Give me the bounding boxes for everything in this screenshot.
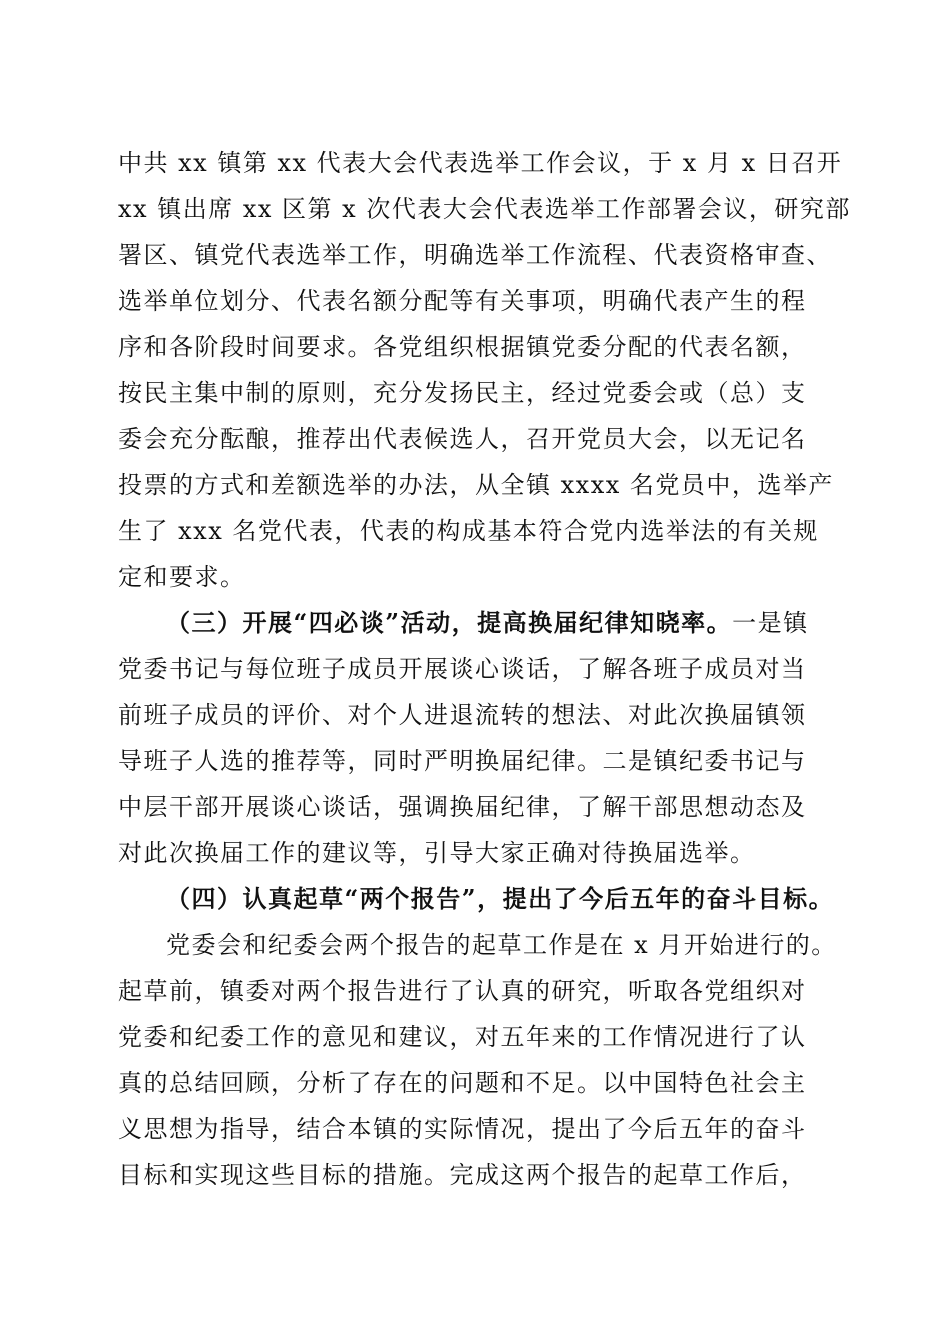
text-line: 党委和纪委工作的意见和建议，对五年来的工作情况进行了认	[118, 1023, 807, 1051]
text-line: 按民主集中制的原则，充分发扬民主，经过党委会或（总）支	[118, 379, 807, 407]
text-line: 党委会和纪委会两个报告的起草工作是在 x 月开始进行的。	[166, 931, 837, 959]
text-line: 定和要求。	[118, 563, 246, 591]
text-line: 义思想为指导，结合本镇的实际情况，提出了今后五年的奋斗	[118, 1115, 807, 1143]
text-line: 起草前，镇委对两个报告进行了认真的研究，听取各党组织对	[118, 977, 807, 1005]
text-line: 序和各阶段时间要求。各党组织根据镇党委分配的代表名额，	[118, 333, 807, 361]
section-3-text: 一是镇	[732, 609, 809, 637]
text-line: 党委书记与每位班子成员开展谈心谈话，了解各班子成员对当	[118, 655, 807, 683]
text-line: 前班子成员的评价、对个人进退流转的想法、对此次换届镇领	[118, 701, 807, 729]
text-line: 目标和实现这些目标的措施。完成这两个报告的起草工作后，	[118, 1161, 807, 1189]
text-line: 投票的方式和差额选举的办法，从全镇 xxxx 名党员中，选举产	[118, 471, 834, 499]
section-4-heading: （四）认真起草“两个报告”，提出了今后五年的奋斗目标。	[166, 884, 835, 913]
text-line: 中层干部开展谈心谈话，强调换届纪律，了解干部思想动态及	[118, 793, 807, 821]
text-line: 对此次换届工作的建议等，引导大家正确对待换届选举。	[118, 839, 756, 867]
text-line: 中共 xx 镇第 xx 代表大会代表选举工作会议，于 x 月 x 日召开	[118, 149, 843, 177]
text-line: 选举单位划分、代表名额分配等有关事项，明确代表产生的程	[118, 287, 807, 315]
text-line: 署区、镇党代表选举工作，明确选举工作流程、代表资格审查、	[118, 241, 832, 269]
document-body	[118, 140, 851, 1198]
text-line: xx 镇出席 xx 区第 x 次代表大会代表选举工作部署会议，研究部	[118, 195, 851, 223]
text-line: 真的总结回顾，分析了存在的问题和不足。以中国特色社会主	[118, 1069, 807, 1097]
text-line: 委会充分酝酿，推荐出代表候选人，召开党员大会，以无记名	[118, 425, 807, 453]
section-3-heading: （三）开展“四必谈”活动，提高换届纪律知晓率。	[166, 608, 733, 637]
text-line: 生了 xxx 名党代表，代表的构成基本符合党内选举法的有关规	[118, 517, 819, 545]
section-3-line	[118, 600, 838, 646]
text-line: 导班子人选的推荐等，同时严明换届纪律。二是镇纪委书记与	[118, 747, 807, 775]
